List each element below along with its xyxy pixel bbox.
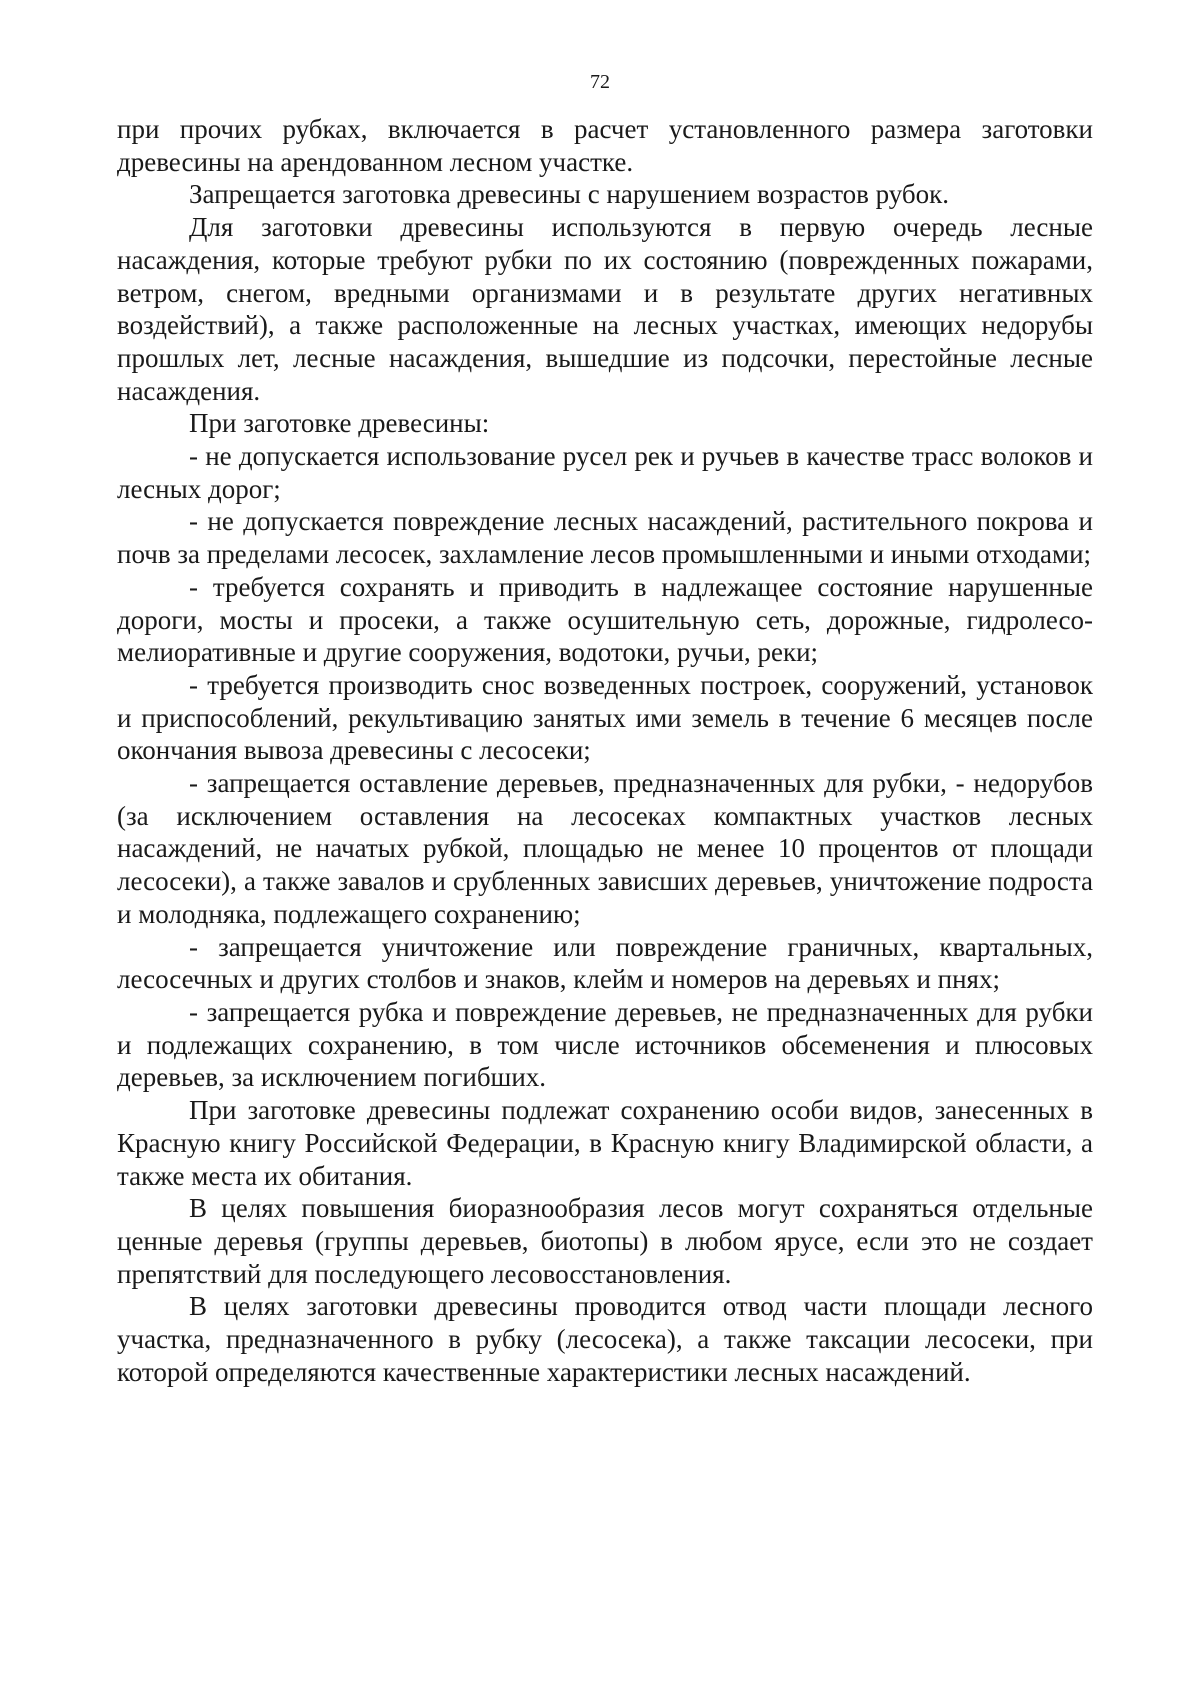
- list-item-demolition: - требуется производить снос возведенных построек, сооружений, установок и приспособлений, рекультивацию занятых ими земель в течение 6 месяцев после окончания вывоза древесины с лесосеки;: [117, 669, 1093, 766]
- paragraph-age-restriction: Запрещается заготовка древесины с нарушением возрастов рубок.: [189, 179, 950, 210]
- paragraph-list-intro: При заготовке древесины:: [189, 408, 490, 439]
- list-item-damage: - не допускается повреждение лесных насаждений, растительного покрова и почв за пределами лесосек, захламление лесов промышленными и иными отходами;: [117, 506, 1093, 570]
- paragraph-red-book: При заготовке древесины подлежат сохранению особи видов, занесенных в Красную книгу Российской Федерации, в Красную книгу Владимирской области, а также места их обитания.: [117, 1095, 1093, 1191]
- paragraph-allotment: В целях заготовки древесины проводится отвод части площади лесного участка, предназначенного в рубку (лесосека), а также таксации лесосеки, при которой определяются качественные характеристики лесных насаждений.: [117, 1291, 1093, 1387]
- list-item-boundary-marks: - запрещается уничтожение или повреждение граничных, квартальных, лесосечных и других столбов и знаков, клейм и номеров на деревьях и пнях;: [117, 931, 1093, 995]
- paragraph-priority-stands: Для заготовки древесины используются в первую очередь лесные насаждения, которые требуют рубки по их состоянию (поврежденных пожарами, ветром, снегом, вредными организмами и в результате других негативных воздействий), а также расположенные на лесных участках, имеющих недорубы прошлых лет, лесные насаждения, вышедшие из подсочки, перестойные лесные насаждения.: [117, 212, 1093, 406]
- document-body: [117, 113, 1093, 1388]
- list-item-riverbeds: - не допускается использование русел рек и ручьев в качестве трасс волоков и лесных дорог;: [117, 441, 1093, 504]
- page-number: 72: [590, 71, 610, 93]
- paragraph-continuation: при прочих рубках, включается в расчет установленного размера заготовки древесины на арендованном лесном участке.: [117, 114, 1093, 177]
- list-item-uncut-trees: - запрещается оставление деревьев, предназначенных для рубки, - недорубов (за исключением оставления на лесосеках компактных участков лесных насаждений, не начатых рубкой, площадью не менее 10 процентов от площади лесосеки), а также завалов и срубленных зависших деревьев, уничтожение подроста и молодняка, подлежащего сохранению;: [117, 768, 1093, 929]
- list-item-protected-trees: - запрещается рубка и повреждение деревьев, не предназначенных для рубки и подлежащих сохранению, в том числе источников обсеменения и плюсовых деревьев, за исключением погибших.: [117, 996, 1093, 1093]
- list-item-restore-roads: - требуется сохранять и приводить в надлежащее состояние нарушенные дороги, мосты и просеки, а также осушительную сеть, дорожные, гидролесо-мелиоративные и другие сооружения, водотоки, ручьи, реки;: [117, 571, 1093, 668]
- paragraph-biodiversity: В целях повышения биоразнообразия лесов могут сохраняться отдельные ценные деревья (группы деревьев, биотопы) в любом ярусе, если это не создает препятствий для последующего лесовосстановления.: [117, 1193, 1093, 1289]
